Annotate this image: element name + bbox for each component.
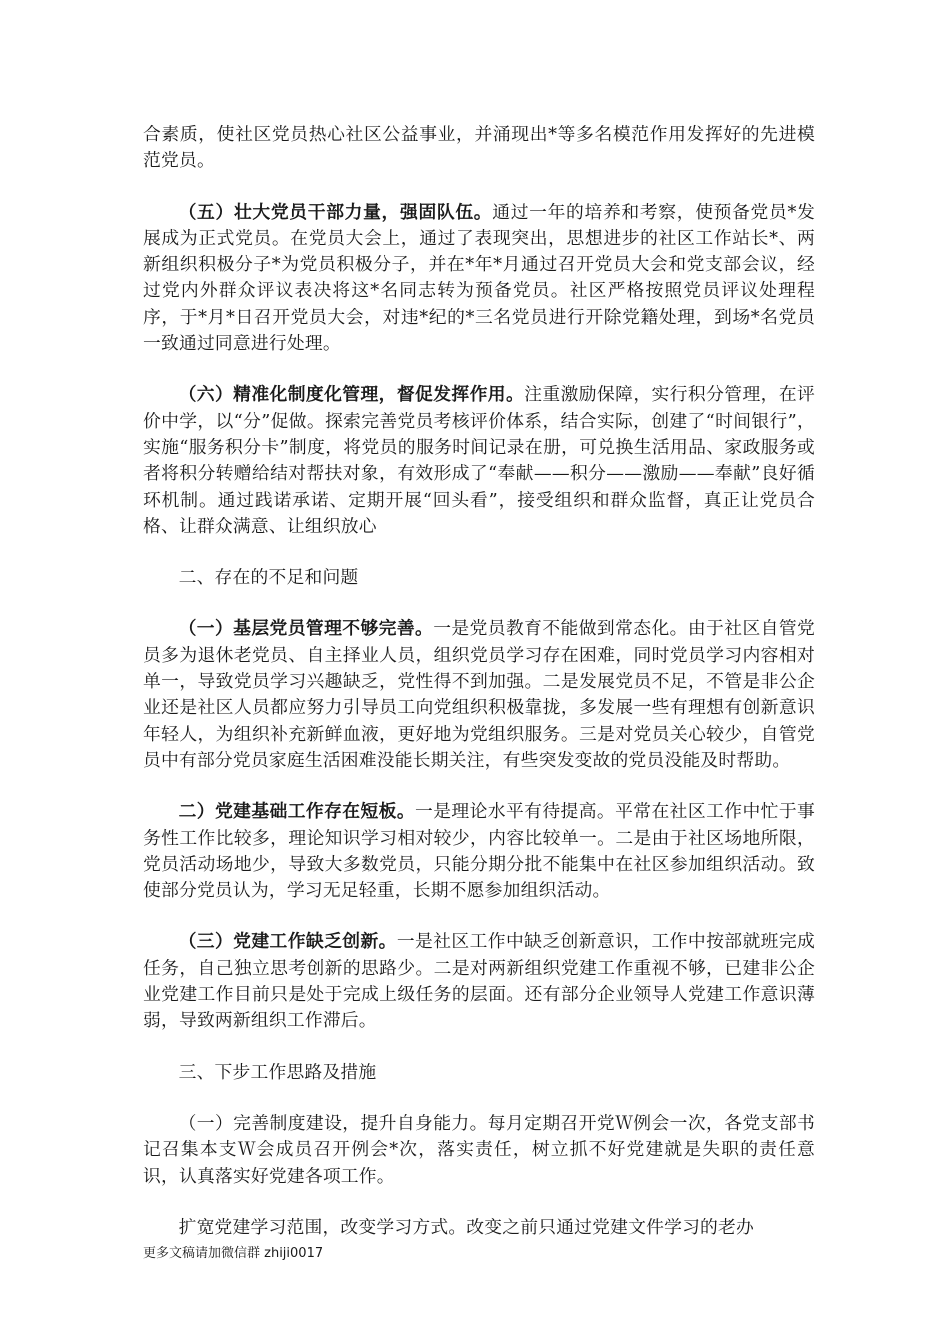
- section-heading-two: 二、存在的不足和问题: [178, 567, 359, 589]
- paragraph-continuation: 合素质，使社区党员热心社区公益事业，并涌现出*等多名模范作用发挥好的先进模范党员。: [143, 124, 815, 172]
- paragraph-lead: 二）党建基础工作存在短板。: [178, 801, 416, 823]
- paragraph-text: 扩宽党建学习范围，改变学习方式。改变之前只通过党建文件学习的老办: [178, 1216, 754, 1238]
- paragraph-text: 一是党员教育不能做到常态化。由于社区自管党员多为退休老党员、自主择业人员，组织党员学习存在困难，同时党员学习内容相对单一，导致党员学习兴趣缺乏，党性得不到加强。二是发展党员不足，不管是非公企业还是社区人员都应努力引导员工向党组织积极靠拢，多发展一些有理想有创新意识年轻人，为组织补充新鲜血液，更好地为党组织服务。三是对党员关心较少，自管党员中有部分党员家庭生活困难没能长期关注，有些突发变故的党员没能及时帮助。: [143, 618, 815, 771]
- paragraph-lead: （三）党建工作缺乏创新。: [178, 931, 397, 953]
- paragraph-measure-two: [143, 1215, 815, 1241]
- paragraph-problem-two: [143, 799, 815, 904]
- paragraph-lead: （六）精准化制度化管理，督促发挥作用。: [178, 384, 525, 406]
- paragraph-measure-one: [143, 1111, 815, 1190]
- paragraph-text: 注重激励保障，实行积分管理，在评价中学，以“分”促做。探索完善党员考核评价体系，结合实际，创建了“时间银行”，实施“服务积分卡”制度，将党员的服务时间记录在册，可兑换生活用品、家政服务或者将积分转赠给结对帮扶对象，有效形成了“奉献——积分——激励——奉献”良好循环机制。通过践诺承诺、定期开展“回头看”，接受组织和群众监督，真正让党员合格、让群众满意、让组织放心: [143, 384, 815, 537]
- paragraph-lead: （五）壮大党员干部力量，强固队伍。: [178, 201, 493, 223]
- paragraph-text: 一是社区工作中缺乏创新意识，工作中按部就班完成任务，自己独立思考创新的思路少。二是对两新组织党建工作重视不够，已建非公企业党建工作目前只是处于完成上级任务的层面。还有部分企业领导人党建工作意识薄弱，导致两新组织工作滞后。: [143, 931, 815, 1032]
- paragraph-five: [143, 200, 815, 358]
- paragraph-text: （一）完善制度建设，提升自身能力。每月定期召开党Ｗ例会一次，各党支部书记召集本支Ｗ会成员召开例会*次，落实责任，树立抓不好党建就是失职的责任意识，认真落实好党建各项工作。: [143, 1112, 815, 1187]
- paragraph-problem-one: [143, 616, 815, 774]
- document-body: [143, 122, 815, 1241]
- section-heading-three: 三、下步工作思路及措施: [178, 1061, 377, 1083]
- page-footer: 更多文稿请加微信群 zhiji0017: [143, 1246, 324, 1261]
- paragraph-text: 通过一年的培养和考察，使预备党员*发展成为正式党员。在党员大会上，通过了表现突出，思想进步的社区工作站长*、两新组织积极分子*为党员积极分子，并在*年*月通过召开党员大会和党支部会议，经过党内外群众评议表决将这*名同志转为预备党员。社区严格按照党员评议处理程序，于*月*日召开党员大会，对违*纪的*三名党员进行开除党籍处理，到场*名党员一致通过同意进行处理。: [143, 201, 815, 355]
- paragraph-lead: （一）基层党员管理不够完善。: [178, 618, 434, 640]
- paragraph-text: 一是理论水平有待提高。平常在社区工作中忙于事务性工作比较多，理论知识学习相对较少，内容比较单一。二是由于社区场地所限，党员活动场地少，导致大多数党员，只能分期分批不能集中在社区参加组织活动。致使部分党员认为，学习无足轻重，长期不愿参加组织活动。: [143, 801, 815, 902]
- paragraph-problem-three: [143, 929, 815, 1034]
- paragraph-six: [143, 382, 815, 540]
